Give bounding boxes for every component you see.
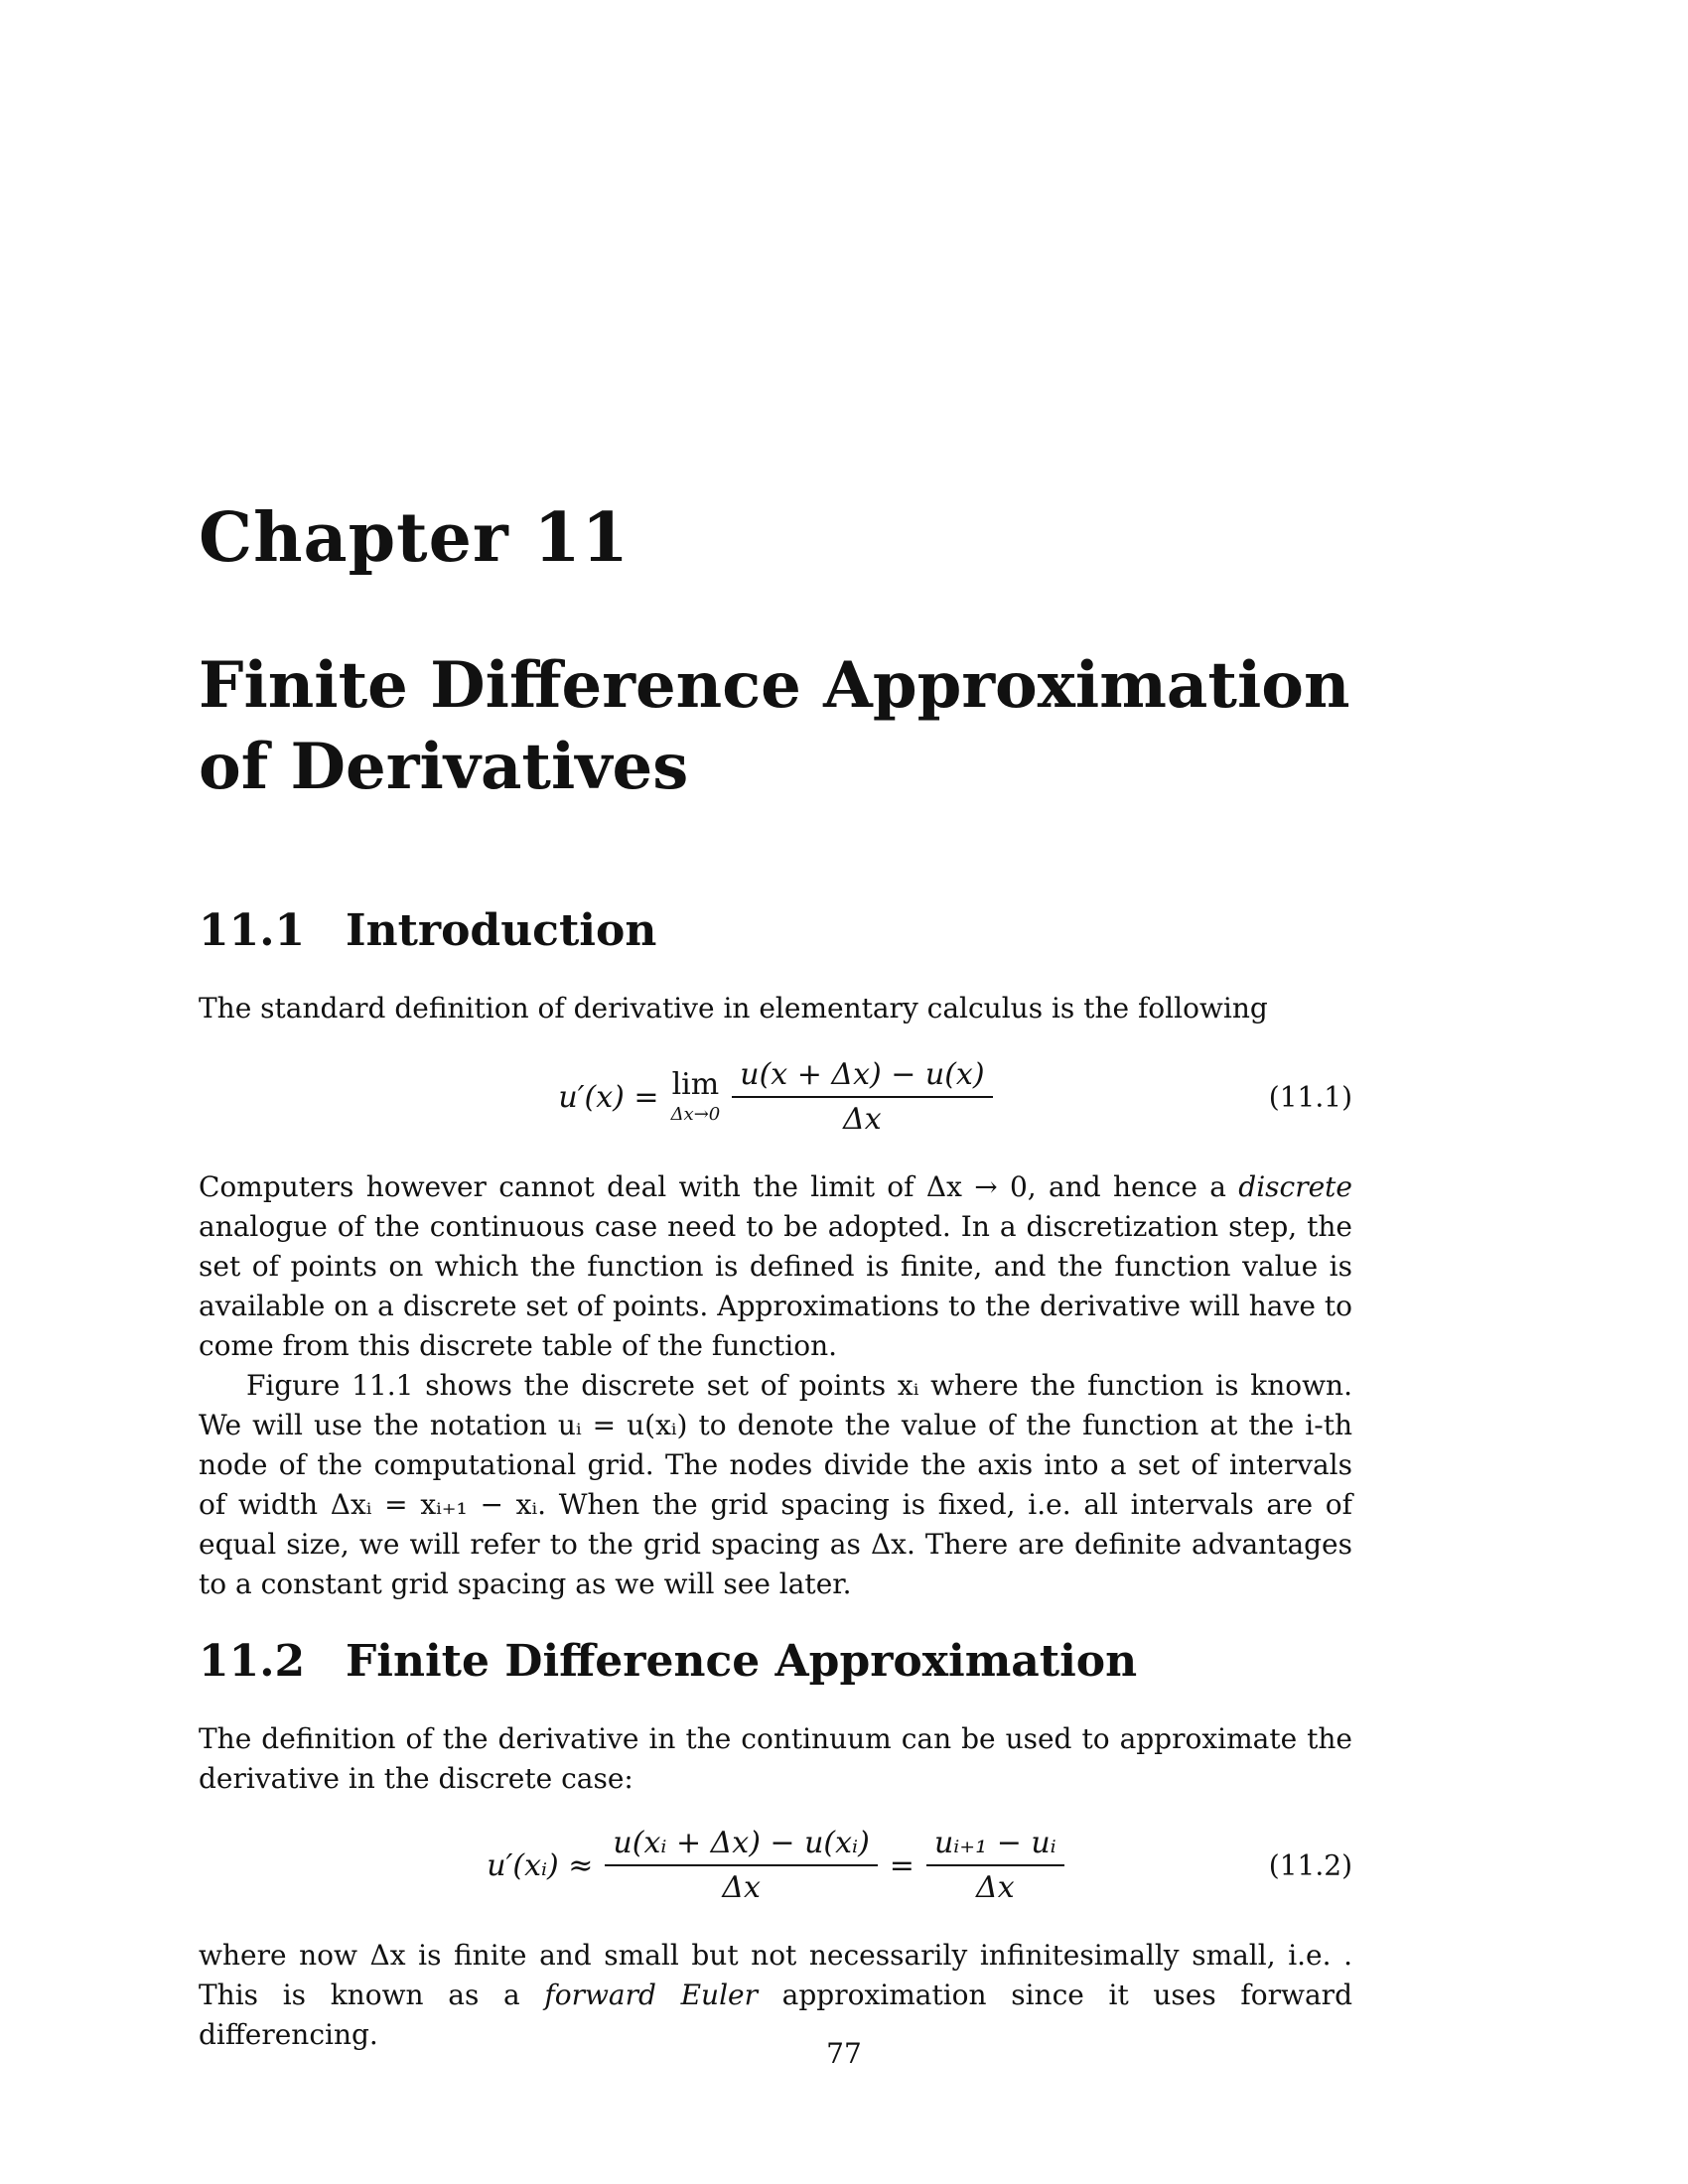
paragraph-text: approximation since it uses forward differencing. xyxy=(199,1979,1352,2051)
section-number: 11.1 xyxy=(199,905,306,956)
section-heading-introduction xyxy=(199,905,657,956)
paragraph-text: Computers however cannot deal with the limit of Δx → 0, and hence a xyxy=(199,1170,1239,1203)
limit-label: lim xyxy=(671,1067,720,1102)
chapter-title: Finite Difference Approximation of Derivatives xyxy=(199,648,1350,804)
equation-11-1 xyxy=(199,1042,1352,1152)
paragraph-text: analogue of the continuous case need to be adopted. In a discretization step, the set of points on which the function is defined is finite, and the function value is available on a discrete set of points. Approximations to the derivative will have to come from this discrete table of the function. xyxy=(199,1210,1352,1362)
fraction xyxy=(926,1826,1064,1905)
section-title: Finite Difference Approximation xyxy=(346,1636,1138,1687)
paragraph-text: where now Δx is finite and small but not necessarily infinitesimally small, i.e. . This is known as a xyxy=(199,1939,1352,2011)
section-number: 11.2 xyxy=(199,1636,306,1687)
section-title: Introduction xyxy=(346,905,657,956)
fraction-numerator: u(xᵢ + Δx) − u(xᵢ) xyxy=(605,1826,877,1866)
equation-number: (11.2) xyxy=(1268,1848,1352,1882)
fraction-denominator: Δx xyxy=(843,1102,882,1137)
fraction xyxy=(605,1826,877,1905)
equation-number: (11.1) xyxy=(1268,1080,1352,1114)
limit-operator xyxy=(670,1067,721,1125)
paragraph-grid xyxy=(199,1366,1352,1604)
section-heading-finite-difference xyxy=(199,1636,1138,1687)
equation-11-2 xyxy=(199,1811,1352,1920)
page-number: 77 xyxy=(826,2037,862,2070)
fraction-numerator: u(x + Δx) − u(x) xyxy=(732,1057,992,1098)
chapter-label: Chapter 11 xyxy=(199,498,630,578)
equals-sign: = xyxy=(889,1847,914,1883)
fraction-numerator: uᵢ₊₁ − uᵢ xyxy=(926,1826,1064,1866)
paragraph-discrete xyxy=(199,1167,1352,1366)
emphasis-text: forward Euler xyxy=(544,1979,758,2011)
limit-subscript: Δx→0 xyxy=(670,1104,721,1125)
fraction xyxy=(732,1057,992,1137)
fraction-denominator: Δx xyxy=(722,1870,761,1905)
section-intro-text: The standard definition of derivative in elementary calculus is the following xyxy=(199,992,1268,1024)
paragraph-text: Figure 11.1 shows the discrete set of points xᵢ where the function is known. We will use the notation uᵢ = u(xᵢ) to denote the value of the function at the i-th node of the computational grid. The nodes divide the axis into a set of intervals of width Δxᵢ = xᵢ₊₁ − xᵢ. When the grid spacing is fixed, i.e. all intervals are of equal size, we will refer to the grid spacing as Δx. There are definite advantages to a constant grid spacing as we will see later. xyxy=(199,1369,1352,1600)
section-intro-text: The definition of the derivative in the continuum can be used to approximate the derivative in the discrete case: xyxy=(199,1722,1352,1795)
fraction-denominator: Δx xyxy=(976,1870,1015,1905)
equation-lhs: u′(x) = xyxy=(558,1079,659,1115)
emphasis-text: discrete xyxy=(1238,1170,1352,1203)
equation-lhs: u′(xᵢ) ≈ xyxy=(487,1847,594,1883)
